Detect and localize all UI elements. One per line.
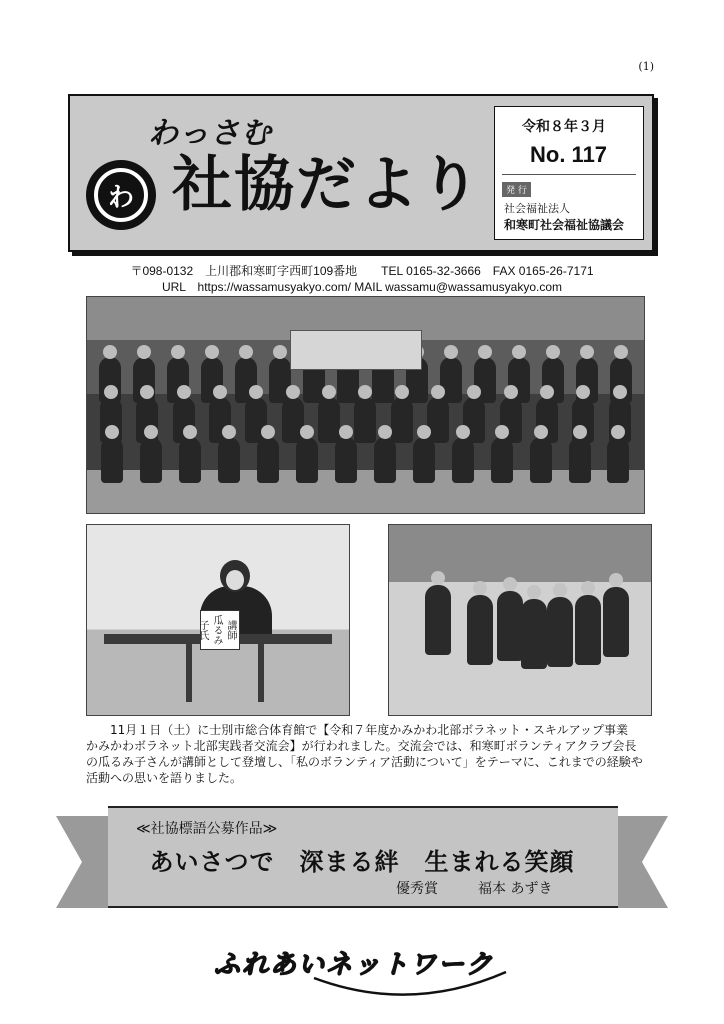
issue-date: 令和８年３月 (522, 119, 606, 135)
table-leg (258, 644, 264, 702)
divider (502, 174, 636, 175)
logo-mark: わ (94, 168, 148, 222)
newsletter-title: 社協だより (172, 150, 482, 220)
slogan-label: ≪社協標語公募作品≫ (136, 821, 278, 837)
contact-web: URL https://wassamusyakyo.com/ MAIL wassamu@wassamusyakyo.com (161, 280, 563, 294)
gym-photo (388, 524, 652, 716)
organization-type: 社会福祉法人 (504, 202, 570, 215)
issue-number: No. 117 (530, 142, 608, 167)
speaker-name-card: 講師 瓜るみ子氏 (200, 610, 240, 650)
slogan-author: 福本 あずき (478, 881, 553, 897)
network-swoosh-icon (310, 968, 510, 1008)
slogan-award: 優秀賞 (396, 881, 438, 897)
shakyo-logo-icon (86, 160, 156, 230)
stage-board (290, 330, 422, 370)
series-name: わっさむ (148, 116, 272, 151)
publisher-label: 発 行 (502, 182, 531, 197)
contact-address: 〒098-0132 上川郡和寒町字西町109番地 TEL 0165-32-3666 FAX 0165-26-7171 (130, 264, 594, 278)
page-number: (1) (638, 60, 654, 73)
photo-caption: 11月１日（土）に士別市総合体育館で【令和７年度かみかわ北部ボラネット・スキルアップ事業 かみかわボラネット北部実践者交流会】が行われました。交流会では、和寒町ボランティアクラブ会長の瓜るみ子さんが講師として登壇し、「私のボランティア活動について」をテーマに、これまでの経験や活動への思いを語りました。 (86, 723, 643, 785)
slogan-text: あいさつで 深まる絆 生まれる笑顔 (149, 848, 575, 876)
group-photo (86, 296, 645, 514)
table-leg (186, 644, 192, 702)
network-logo: ふれあいネットワーク (214, 950, 495, 980)
speaker-face (226, 570, 244, 590)
organization-name: 和寒町社会福祉協議会 (504, 218, 625, 232)
